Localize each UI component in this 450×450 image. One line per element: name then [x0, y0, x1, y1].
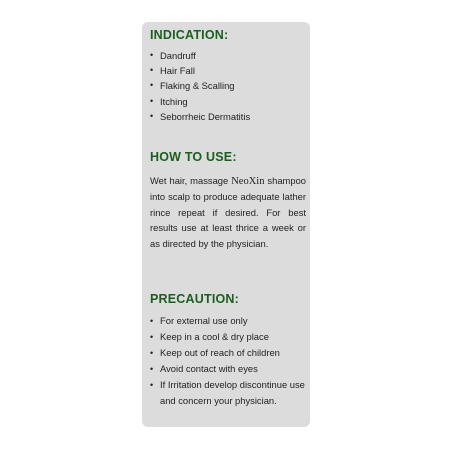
indication-item: • Hair Fall: [150, 63, 304, 78]
indication-item: • Itching: [150, 94, 304, 109]
how-to-use-text: [150, 173, 306, 251]
precaution-item: • If Irritation develop discontinue use and concern your physician.: [150, 377, 308, 409]
how-to-use-heading: HOW TO USE:: [150, 150, 237, 164]
indication-list: [150, 48, 304, 124]
indication-heading: INDICATION:: [150, 28, 229, 42]
precaution-section: [150, 292, 308, 409]
how-to-use-text-end: shampoo into scalp to produce adequate lather rince repeat if desired. For best results use at least thrice a week or as directed by the physician.: [150, 175, 306, 249]
precaution-item: • For external use only: [150, 313, 308, 329]
precaution-heading: PRECAUTION:: [150, 292, 240, 306]
indication-section: [150, 28, 304, 124]
brand-name: NeoXin: [231, 176, 265, 187]
indication-item: • Seborrheic Dermatitis: [150, 109, 304, 124]
indication-item: • Flaking & Scalling: [150, 78, 304, 93]
precaution-item: • Keep in a cool & dry place: [150, 329, 308, 345]
indication-item: • Dandruff: [150, 48, 304, 63]
how-to-use-section: [150, 150, 306, 251]
precaution-list: [150, 313, 308, 409]
precaution-item: • Avoid contact with eyes: [150, 361, 308, 377]
product-info-panel: [142, 22, 310, 427]
how-to-use-text-start: Wet hair, massage: [150, 175, 232, 186]
precaution-item: • Keep out of reach of children: [150, 345, 308, 361]
